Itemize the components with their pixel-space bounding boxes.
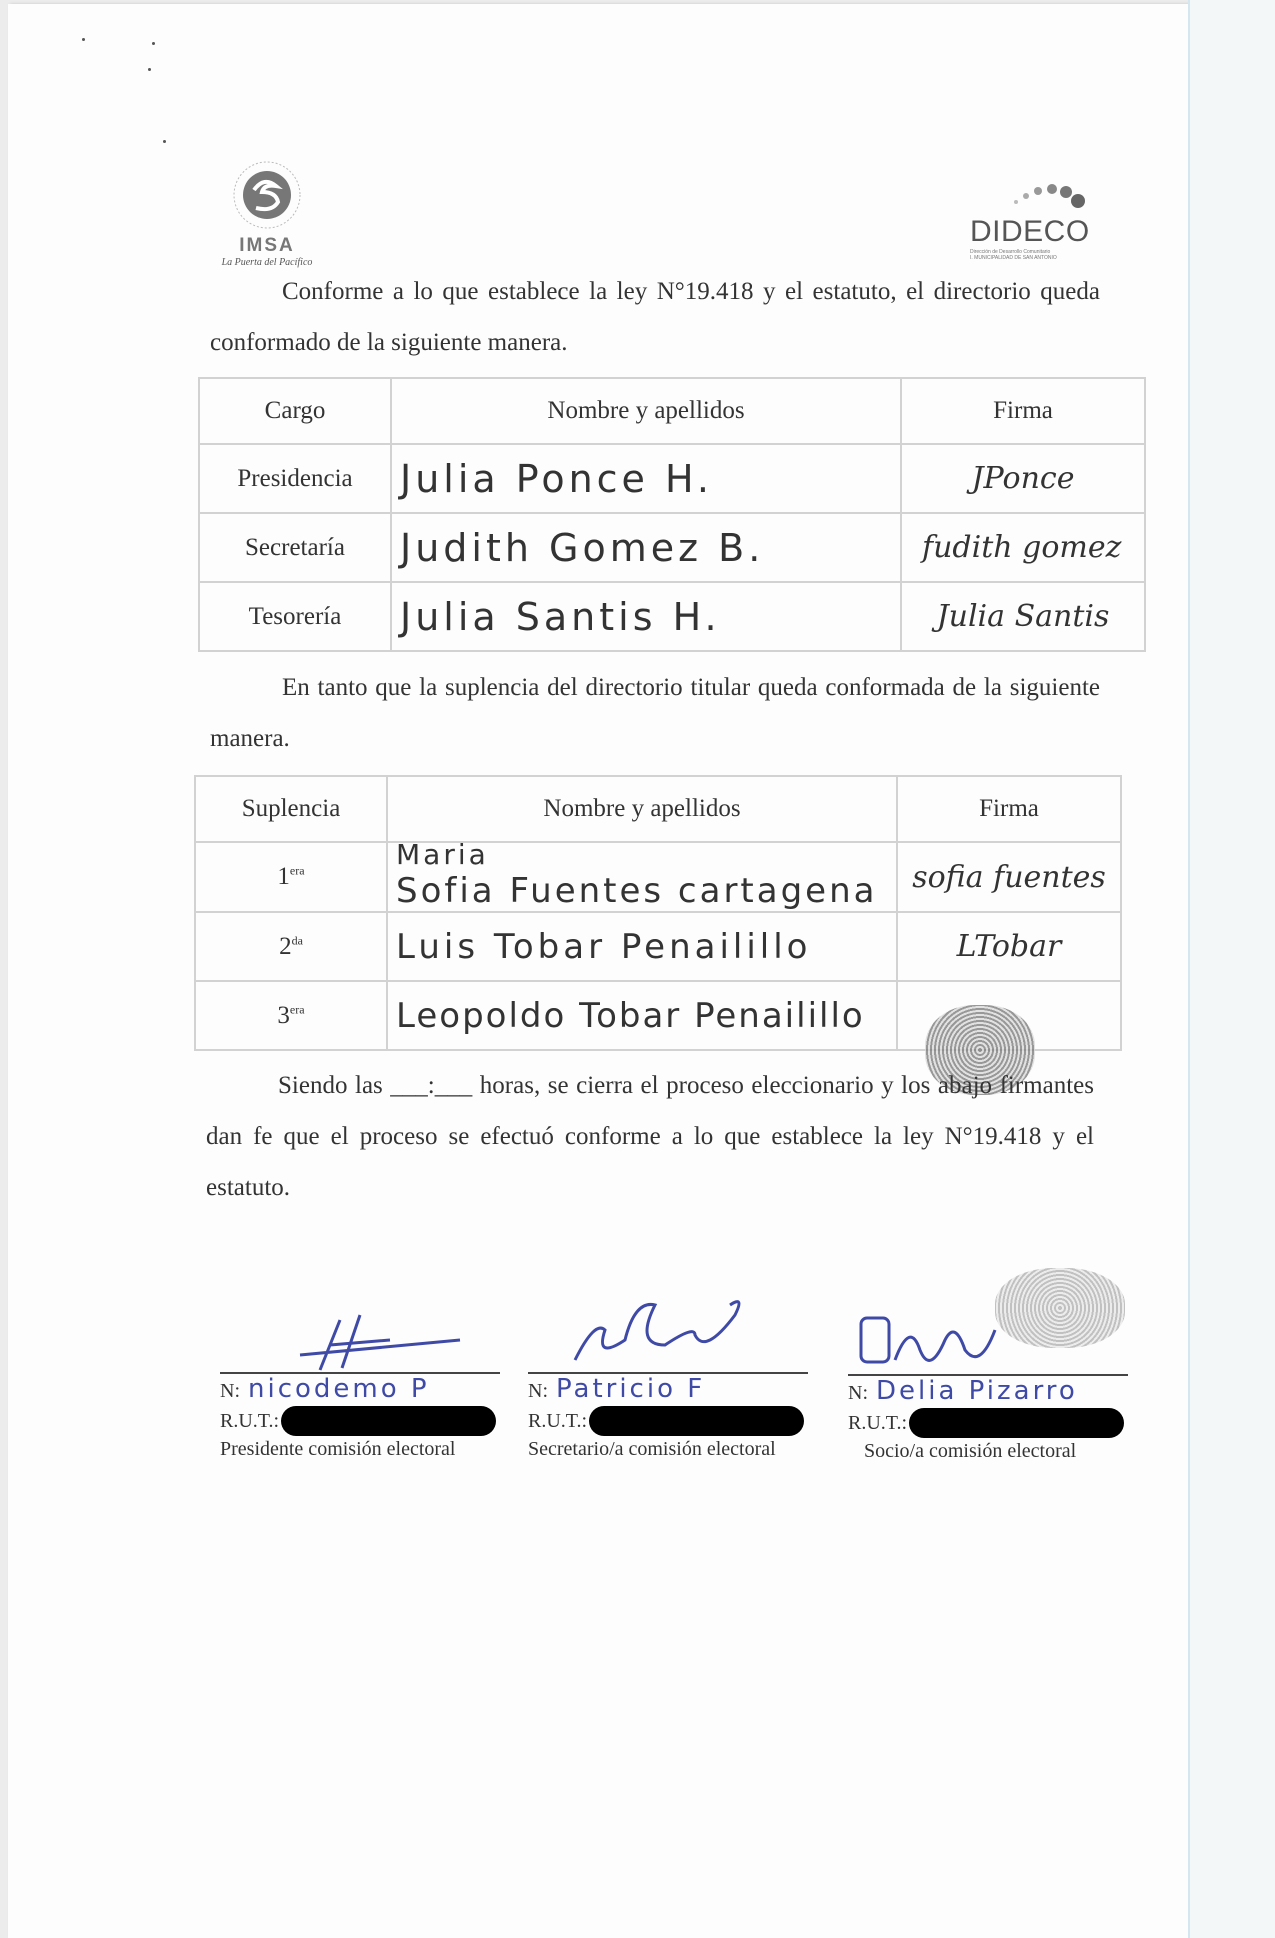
col-header-cargo: Cargo [199, 378, 391, 444]
ordinal-suffix: era [289, 863, 305, 878]
intro-paragraph: Conforme a lo que establece la ley N°19.418 y el estatuto, el directorio queda conformado de la siguiente manera. [210, 278, 1100, 356]
board-table [198, 377, 1146, 652]
signer-secretary [528, 1372, 808, 1461]
redaction-bar [281, 1406, 496, 1436]
suplencia-cell [195, 842, 387, 912]
cargo-cell: Presidencia [199, 444, 391, 513]
signature-cell: Julia Santis [901, 582, 1145, 651]
scan-speck [163, 140, 166, 143]
suplencia-cell [195, 981, 387, 1050]
name-cell: Luis Tobar Penailillo [387, 912, 897, 981]
name-label: N: [220, 1380, 240, 1402]
ordinal-number: 3 [277, 1001, 290, 1029]
table-row [199, 444, 1145, 513]
rut-label: R.U.T.: [848, 1411, 908, 1434]
dideco-subtitle: Dirección de Desarrollo Comunitario [970, 249, 1051, 255]
scan-speck [82, 38, 85, 41]
signer-name: Delia Pizarro [876, 1376, 1078, 1406]
name-label: N: [848, 1382, 868, 1404]
ordinal-number: 2 [279, 932, 292, 960]
redaction-bar [909, 1408, 1124, 1438]
rut-label: R.U.T.: [220, 1409, 280, 1432]
cargo-cell: Tesorería [199, 582, 391, 651]
dideco-subtitle-2: I. MUNICIPALIDAD DE SAN ANTONIO [970, 255, 1057, 261]
substitutes-paragraph: En tanto que la suplencia del directorio titular queda conformada de la siguiente manera. [210, 674, 1100, 752]
col-header-nombre: Nombre y apellidos [391, 378, 901, 444]
signer-member [848, 1374, 1128, 1463]
table-row [195, 912, 1121, 981]
imsa-logo [212, 160, 322, 270]
scan-speck [148, 68, 151, 71]
signer-name: nicodemo P [248, 1374, 430, 1404]
signature-cell: LTobar [897, 912, 1121, 981]
scan-edge [1188, 0, 1275, 1938]
suplencia-cell [195, 912, 387, 981]
ordinal-number: 1 [277, 863, 290, 890]
name-cell: Judith Gomez B. [391, 513, 901, 582]
signature-cell: fudith gomez [901, 513, 1145, 582]
col-header-firma: Firma [901, 378, 1145, 444]
imsa-logo-tagline: La Puerta del Pacífico [221, 257, 313, 268]
col-header-firma: Firma [897, 776, 1121, 842]
signer-role: Presidente comisión electoral [220, 1438, 456, 1460]
signature-scribble-1 [280, 1300, 470, 1380]
ordinal-suffix: era [289, 1002, 305, 1017]
signer-name: Patricio F [556, 1374, 706, 1404]
cargo-cell: Secretaría [199, 513, 391, 582]
table-row [199, 582, 1145, 651]
closing-paragraph: Siendo las ___:___ horas, se cierra el proceso eleccionario y los abajo firmantes dan fe que el proceso se efectuó conforme a lo que establece la ley N°19.418 y el estatuto. [206, 1072, 1094, 1201]
signature-scribble-3 [855, 1310, 1035, 1380]
table-row [199, 513, 1145, 582]
dideco-logo-text: DIDECO [970, 215, 1090, 248]
col-header-nombre: Nombre y apellidos [387, 776, 897, 842]
imsa-emblem-icon [232, 160, 302, 230]
name-cell: Julia Santis H. [391, 582, 901, 651]
imsa-logo-text: IMSA [239, 235, 295, 256]
dideco-logo [970, 180, 1100, 261]
ordinal-suffix: da [291, 933, 303, 948]
scan-speck [152, 42, 155, 45]
signer-president [220, 1372, 500, 1461]
signer-role: Secretario/a comisión electoral [528, 1438, 776, 1460]
name-label: N: [528, 1380, 548, 1402]
name-rest: Sofia Fuentes cartagena [396, 871, 878, 911]
signature-scribble-2 [565, 1280, 785, 1380]
table-row [195, 842, 1121, 912]
dideco-dots-icon [1008, 180, 1098, 210]
name-cell: Julia Ponce H. [391, 444, 901, 513]
redaction-bar [589, 1406, 804, 1436]
col-header-suplencia: Suplencia [195, 776, 387, 842]
rut-label: R.U.T.: [528, 1409, 588, 1432]
signature-cell: JPonce [901, 444, 1145, 513]
name-first: Maria [396, 838, 489, 871]
signature-cell: sofia fuentes [897, 842, 1121, 912]
name-cell [387, 838, 897, 912]
name-cell: Leopoldo Tobar Penailillo [387, 981, 897, 1050]
signer-role: Socio/a comisión electoral [864, 1440, 1077, 1462]
